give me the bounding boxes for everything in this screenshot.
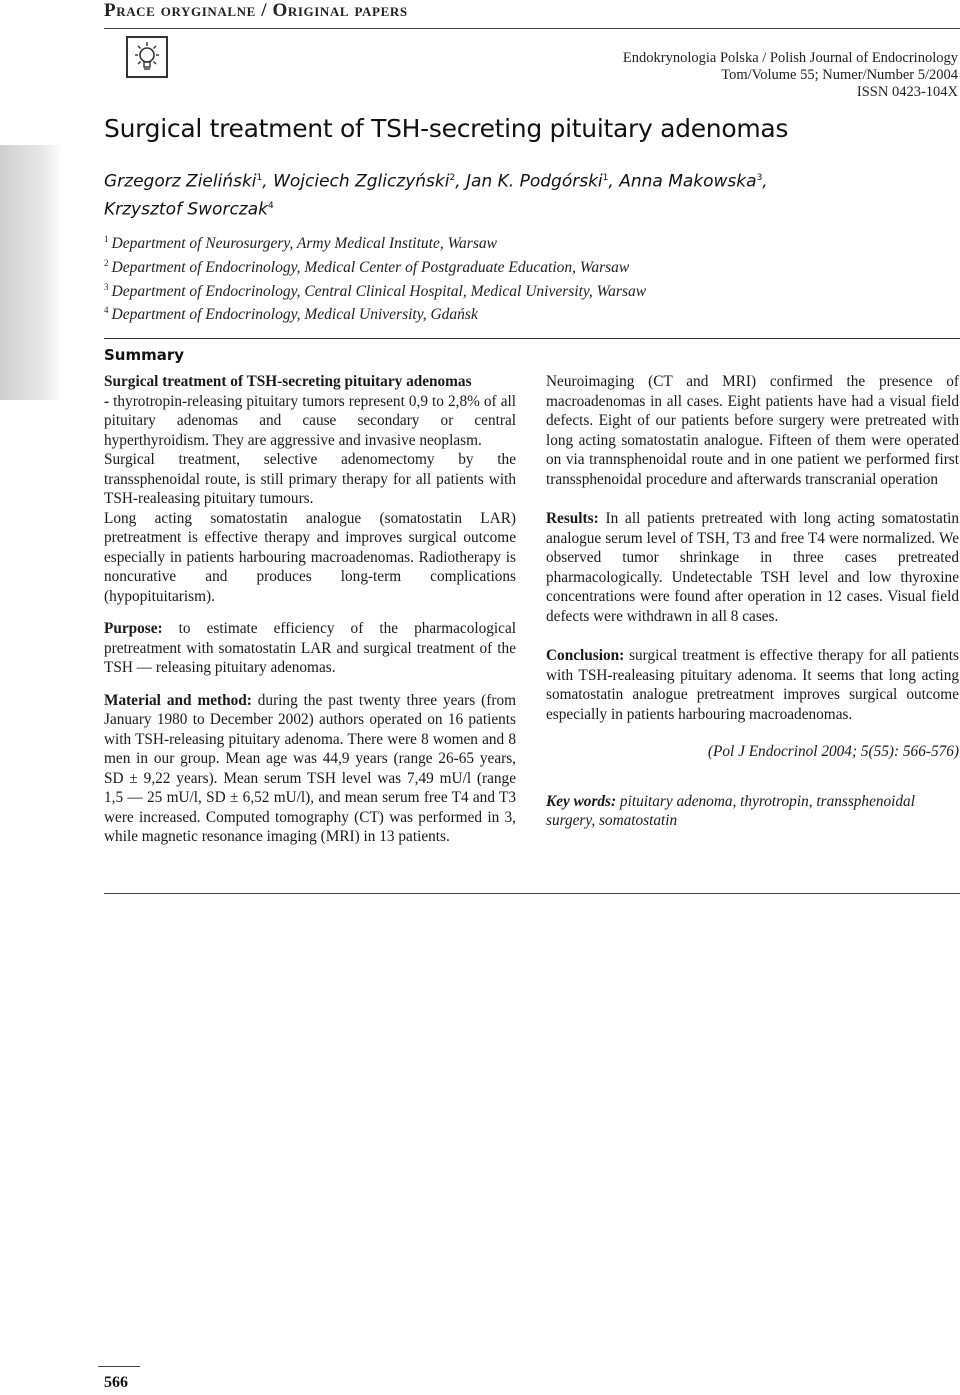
author-separator: ,	[262, 171, 274, 192]
summary-paragraph: Surgical treatment, selective adenomectomy by the transsphenoidal route, is still primary therapy for all patients with TSH-realeasing pituitary tumours.	[104, 451, 516, 507]
author-separator: ,	[762, 171, 768, 192]
lightbulb-icon	[126, 36, 168, 78]
affiliation-list	[104, 230, 904, 325]
page-number: 566	[104, 1374, 128, 1391]
purpose-paragraph	[104, 619, 516, 678]
affiliation-item	[104, 230, 904, 254]
author-name: Wojciech Zgliczyński	[273, 171, 450, 192]
journal-issn: ISSN 0423-104X	[856, 84, 958, 100]
summary-right-column	[546, 372, 959, 844]
affiliation-number: 2	[104, 257, 109, 268]
results-label: Results:	[546, 510, 599, 527]
summary-intro	[104, 372, 516, 450]
footer-rule	[98, 1366, 140, 1367]
author-name: Anna Makowska	[619, 171, 757, 192]
section-label: Prace oryginalne / Original papers	[104, 0, 408, 21]
summary-intro-dash: -	[104, 392, 110, 410]
affiliation-item	[104, 278, 904, 302]
affiliation-text: Department of Endocrinology, Central Clinical Hospital, Medical University, Warsaw	[111, 282, 647, 300]
summary-left-column	[104, 372, 516, 847]
author-separator: ,	[608, 171, 620, 192]
author-name: Jan K. Podgórski	[466, 171, 603, 192]
author-separator: ,	[455, 171, 467, 192]
conclusion-paragraph	[546, 646, 959, 724]
purpose-label: Purpose:	[104, 620, 163, 637]
summary-paragraph: Long acting somatostatin analogue (somatostatin LAR) pretreatment is effective therapy and improves surgical outcome especially in patients harbouring macroadenomas. Radiotherapy is noncurative and produces long-term complications (hypopituitarism).	[104, 509, 516, 605]
summary-heading: Summary	[104, 346, 185, 364]
article-title: Surgical treatment of TSH-secreting pituitary adenomas	[104, 114, 789, 143]
keywords	[546, 792, 959, 831]
method-text: during the past twenty three years (from January 1980 to December 2002) authors operated on 16 patients with TSH-releasing pituitary adenoma. There were 8 women and 8 men in our group. Mean age was 44,9 years (range 26-65 years, SD ± 9,22 years). Mean serum TSH level was 7,49 mU/l (range 1,5 — 25 mU/l, SD ± 6,52 mU/l), and mean serum free T4 and T3 were increased. Computed tomography (CT) was performed in 3, while magnetic resonance imaging (MRI) in 13 patients.	[104, 691, 517, 845]
journal-info	[623, 50, 958, 101]
affiliation-text: Department of Endocrinology, Medical Center of Postgraduate Education, Warsaw	[111, 258, 630, 276]
conclusion-text: surgical treatment is effective therapy for all patients with TSH-realeasing pituitary adenoma. It seems that long acting somatostatin analogue pretreatment improves surgical outcome especially in patients harbouring macroadenomas.	[546, 647, 959, 723]
keywords-text: pituitary adenoma, thyrotropin, transsphenoidal surgery, somatostatin	[546, 792, 915, 829]
method-label: Material and method:	[104, 691, 252, 709]
affiliation-text: Department of Neurosurgery, Army Medical Institute, Warsaw	[111, 235, 497, 253]
author-affiliation-mark: 1	[602, 173, 609, 183]
method-continued: Neuroimaging (CT and MRI) confirmed the presence of macroadenomas in all cases. Eight patients have had a visual field defects. Eight of our patients before surgery were pretreated with long acting somatostatin analogue. Fifteen of them were operated on via trannsphenoidal route and in one patient we performed first transsphenoidal procedure and afterwards transcranial operation	[546, 373, 959, 488]
method-paragraph	[104, 691, 516, 847]
author-affiliation-mark: 2	[449, 173, 456, 183]
citation: (Pol J Endocrinol 2004; 5(55): 566-576)	[707, 743, 959, 760]
affiliation-number: 4	[104, 305, 109, 316]
summary-rule	[104, 338, 960, 339]
author-name: Krzysztof Sworczak	[104, 199, 268, 220]
sidebar-gray-band	[0, 145, 62, 400]
affiliation-number: 3	[104, 281, 109, 292]
conclusion-label: Conclusion:	[546, 647, 625, 664]
purpose-text: to estimate efficiency of the pharmacological pretreatment with somatostatin LAR and surgical treatment of the TSH — releasing pituitary adenomas.	[104, 620, 516, 676]
keywords-label: Key words:	[546, 792, 617, 810]
affiliation-item	[104, 301, 904, 325]
results-paragraph	[546, 509, 959, 626]
author-affiliation-mark: 1	[256, 173, 263, 183]
results-text: In all patients pretreated with long acting somatostatin analogue serum level of TSH, T3 and free T4 were normalized. We observed tumor shrinkage in three cases pretreated pharmacologically. Undetectable TSH level and low thyroxine concentrations were found after operation in 12 cases. Visual field defects were withdrawn in all 8 cases.	[546, 510, 959, 625]
author-name: Grzegorz Zieliński	[104, 171, 257, 192]
author-affiliation-mark: 3	[756, 173, 763, 183]
journal-name: Endokrynologia Polska / Polish Journal of Endocrinology	[622, 50, 958, 66]
affiliation-item	[104, 254, 904, 278]
summary-intro-text: thyrotropin-releasing pituitary tumors represent 0,9 to 2,8% of all pituitary adenomas and cause secondary or central hyperthyroidism. They are aggressive and invasive neoplasm.	[104, 392, 516, 449]
header-rule	[104, 28, 960, 29]
author-affiliation-mark: 4	[267, 200, 274, 211]
author-list	[104, 166, 864, 221]
affiliation-number: 1	[104, 234, 109, 244]
journal-volume: Tom/Volume 55; Numer/Number 5/2004	[721, 67, 958, 83]
summary-bottom-rule	[104, 893, 960, 894]
summary-intro-title: Surgical treatment of TSH-secreting pituitary adenomas	[104, 373, 472, 390]
affiliation-text: Department of Endocrinology, Medical University, Gdańsk	[111, 306, 478, 324]
